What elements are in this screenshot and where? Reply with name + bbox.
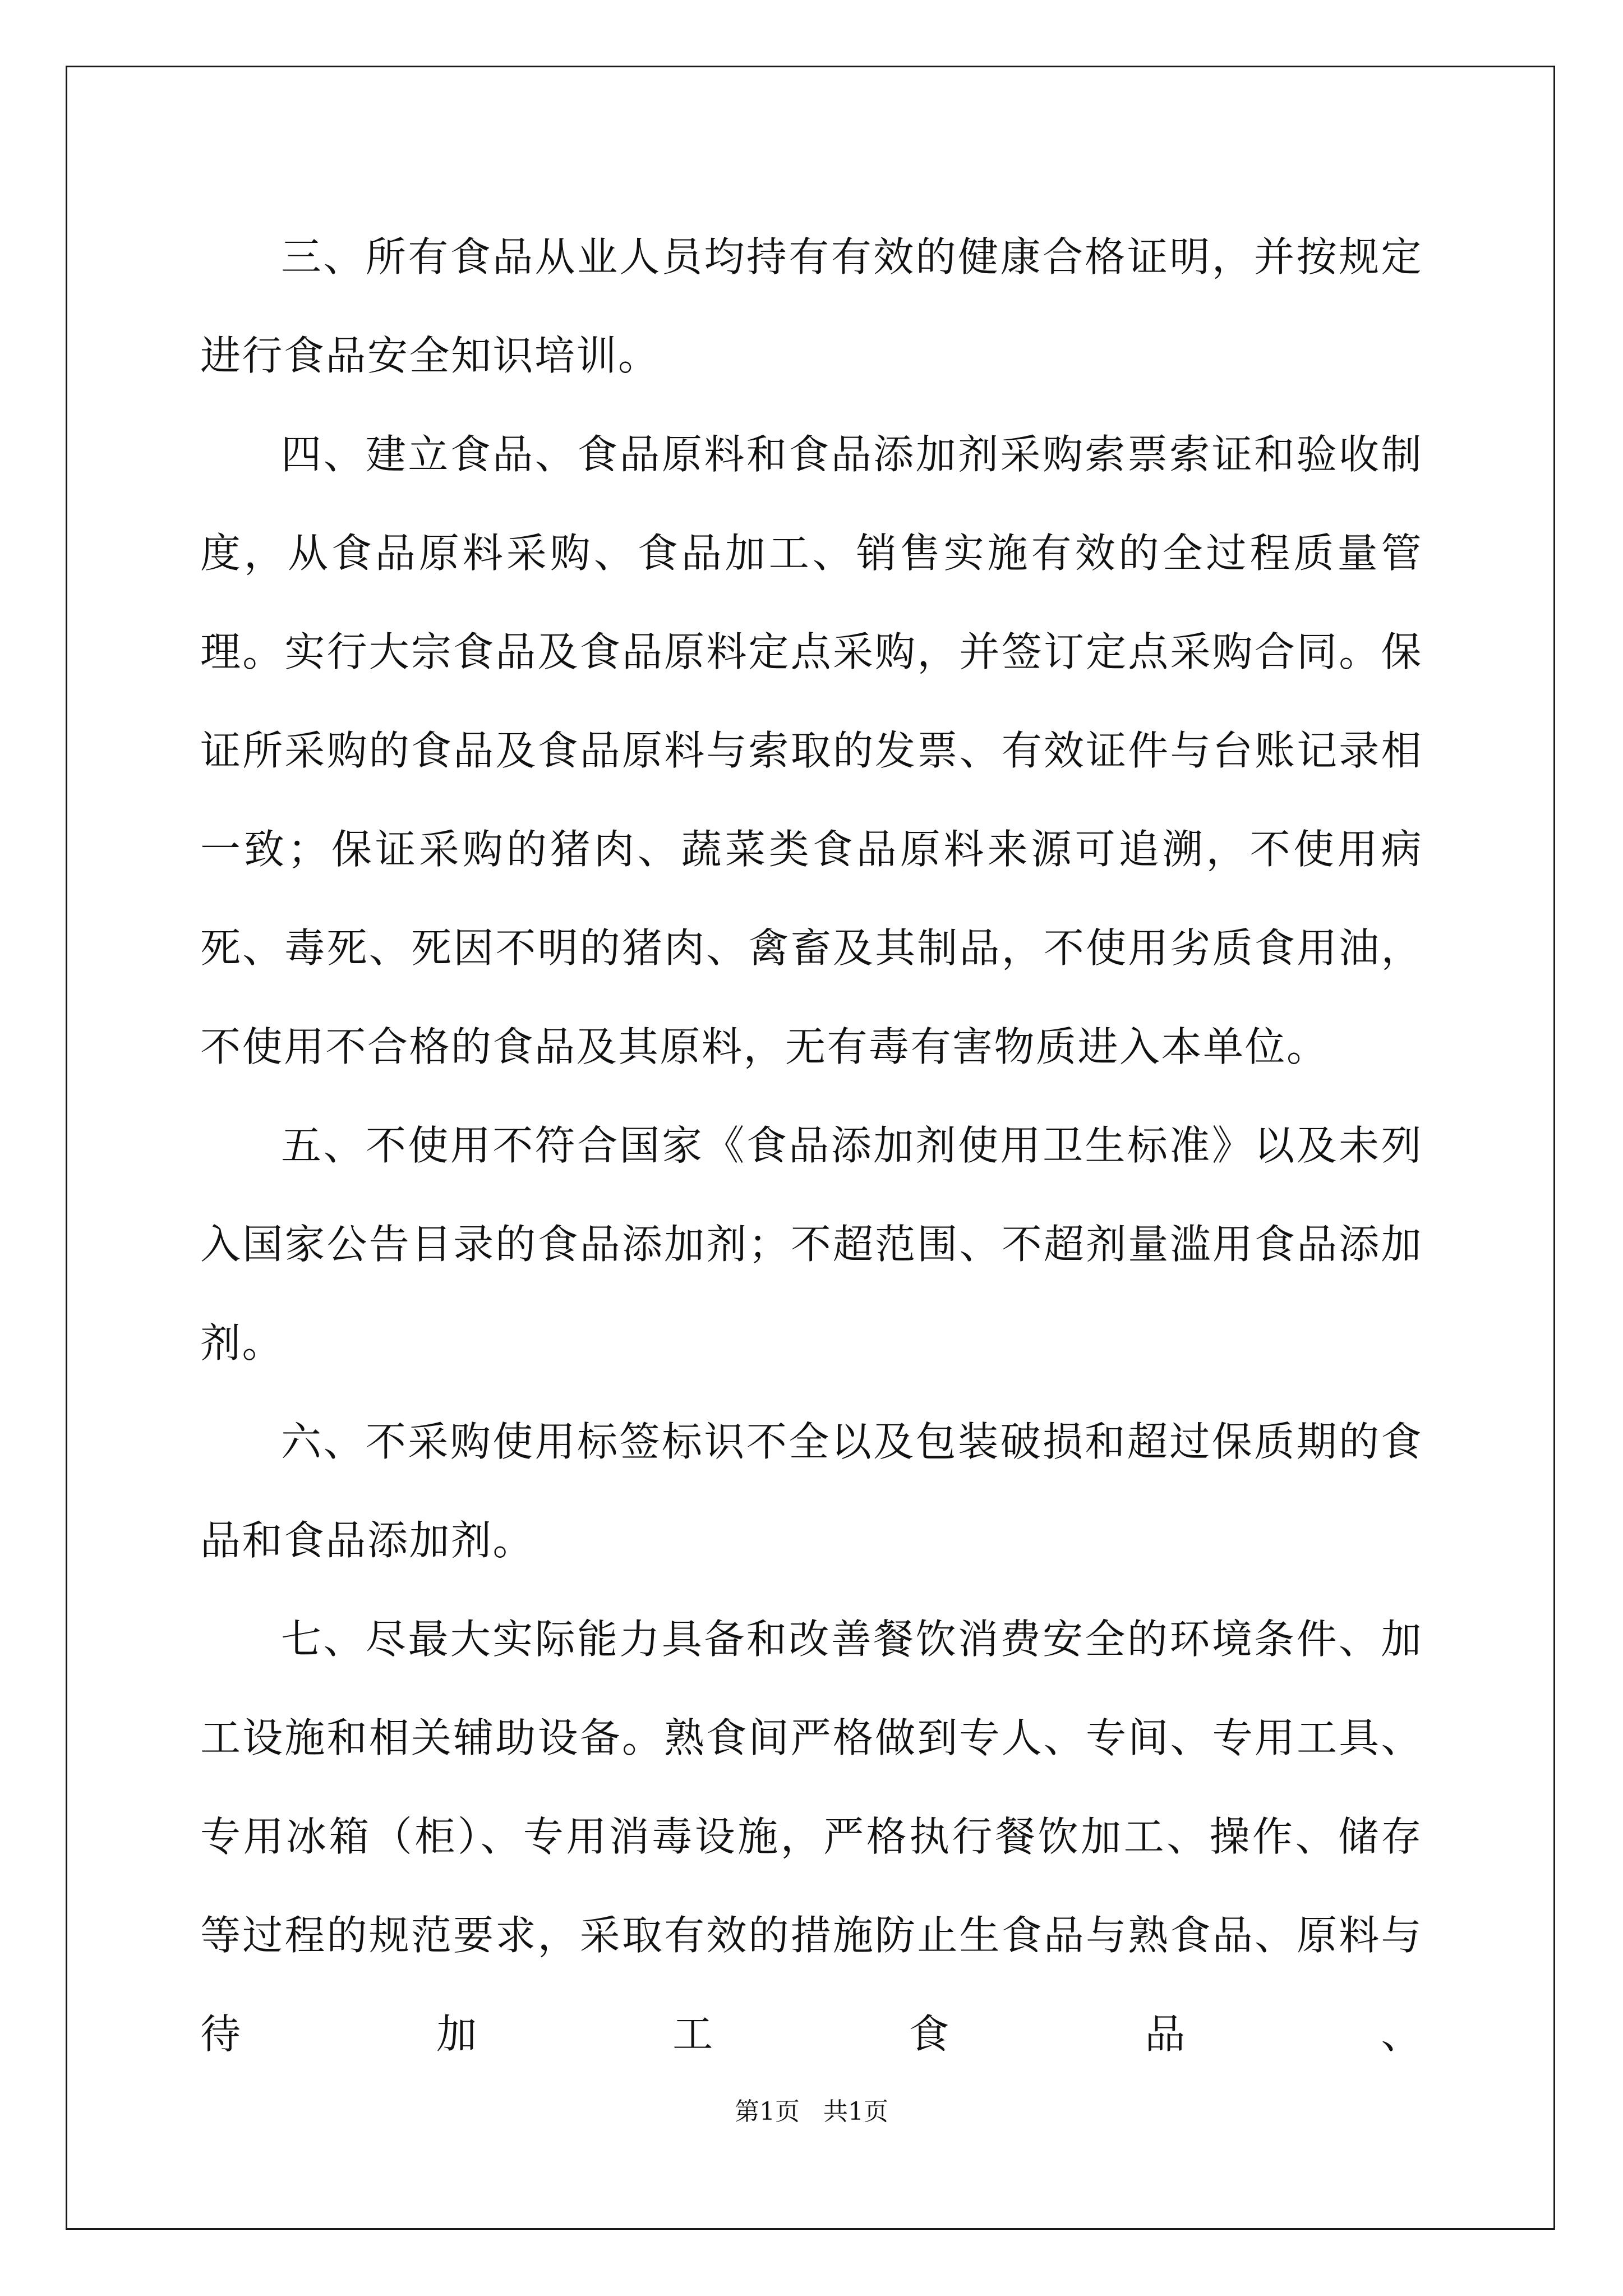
paragraph-4: 四、建立食品、食品原料和食品添加剂采购索票索证和验收制度，从食品原料采购、食品加工、销售实施有效的全过程质量管理。实行大宗食品及食品原料定点采购，并签订定点采购合同。保证所采购的食品及食品原料与索取的发票、有效证件与台账记录相一致；保证采购的猪肉、蔬菜类食品原料来源可追溯，不使用病死、毒死、死因不明的猪肉、禽畜及其制品，不使用劣质食用油，不使用不合格的食品及其原料，无有毒有害物质进入本单位。 (200, 431, 1423, 1070)
paragraph-6: 六、不采购使用标签标识不全以及包装破损和超过保质期的食品和食品添加剂。 (200, 1418, 1423, 1564)
paragraph-7: 七、尽最大实际能力具备和改善餐饮消费安全的环境条件、加工设施和相关辅助设备。熟食间严格做到专人、专间、专用工具、专用冰箱（柜）、专用消毒设施，严格执行餐饮加工、操作、储存等过程的规范要求，采取有效的措施防止生食品与熟食品、原料与待加工食品、 (200, 1616, 1423, 2058)
page-footer: 第1页 共1页 (735, 2097, 888, 2126)
paragraph-3: 三、所有食品从业人员均持有有效的健康合格证明，并按规定进行食品安全知识培训。 (200, 233, 1423, 379)
document-body (200, 208, 1423, 2083)
paragraph-5: 五、不使用不符合国家《食品添加剂使用卫生标准》以及未列入国家公告目录的食品添加剂；不超范围、不超剂量滥用食品添加剂。 (200, 1122, 1423, 1366)
